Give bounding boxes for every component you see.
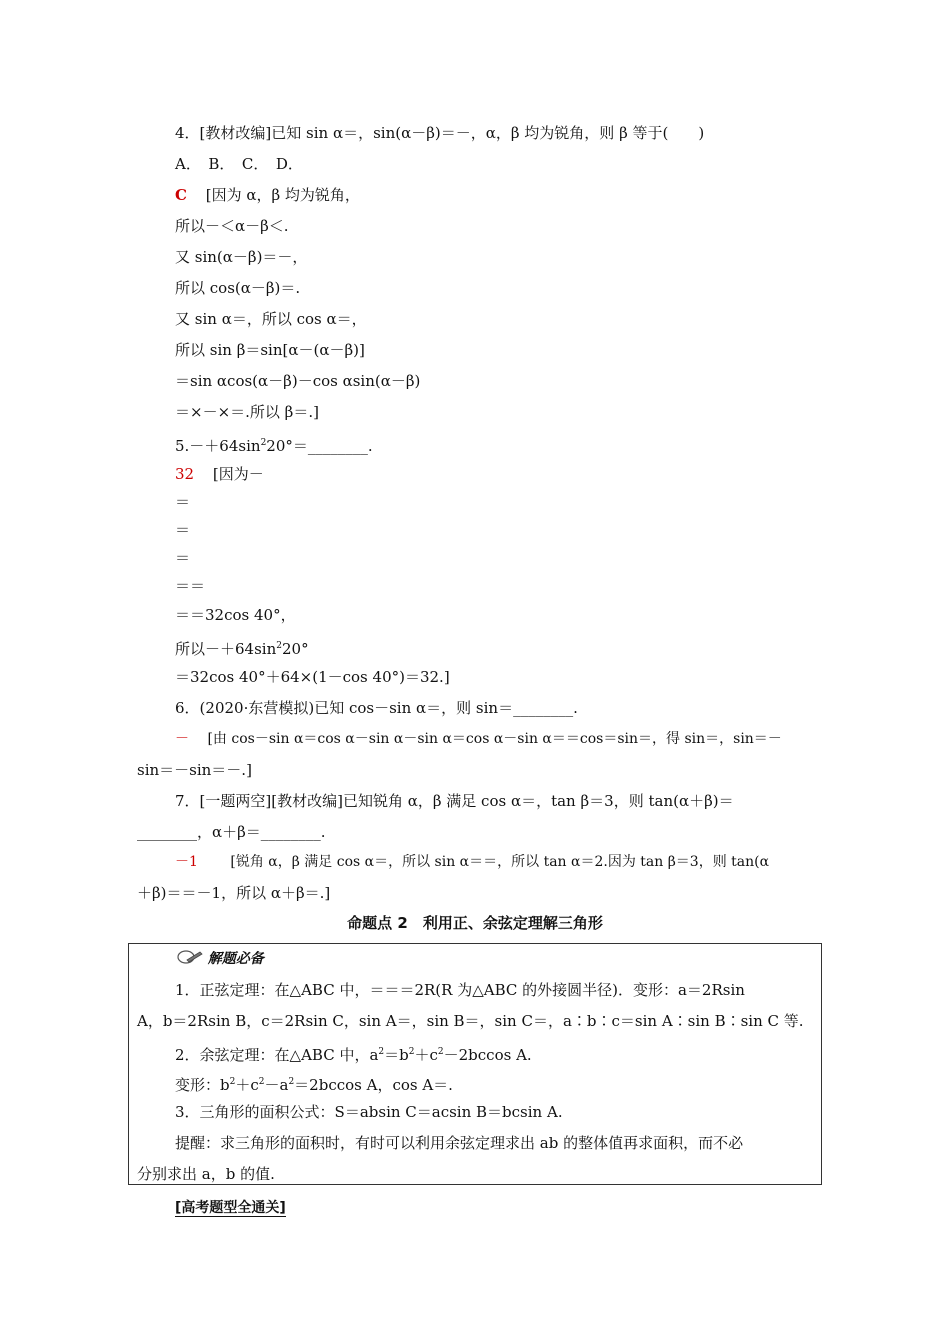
cosine-rule-variant: 变形：$b^2+c^2-a^2=2bccos$ A，cos A＝.	[175, 1076, 453, 1094]
problem-5-question: $5.-+64\sin^220^\circ=\_\_\_\_\_\_\_\_$.	[175, 437, 373, 455]
sine-rule: 1．正弦定理：在△ABC 中，＝＝＝2R(R 为△ABC 的外接圆半径)．变形：a＝2Rsin	[175, 981, 745, 999]
problem-4-question: 4．[教材改编]已知 sin α＝，sin(α－β)＝－，α，β 均为锐角，则 β 等于( )	[175, 124, 705, 142]
problem-7-answer: －1	[175, 854, 198, 870]
problem-4-solution-7: ＝sin αcos(α－β)－cos αsin(α－β)	[175, 372, 421, 390]
problem-4-solution-2: 所以－＜α－β＜.	[175, 217, 289, 235]
problem-5-eq-4: ＝＝	[175, 577, 206, 595]
problem-6-solution-1: － [由 cos－sin α＝cos α－sin α－sin α＝cos α－sin α＝＝cos＝sin＝，得 sin＝，sin＝－	[175, 731, 782, 747]
problem-6-solution-2: sin＝－sin＝－.]	[137, 761, 252, 779]
problem-4-solution-4: 所以 cos(α－β)＝.	[175, 279, 301, 297]
problem-4-answer: C	[175, 186, 187, 204]
reminder-2: 分别求出 a，b 的值.	[137, 1165, 275, 1183]
sine-rule-2: A，b＝2Rsin B，c＝2Rsin C，sin A＝，sin B＝，sin C＝，a∶b∶c＝sin A∶sin B∶sin C 等.	[137, 1012, 804, 1030]
problem-5-eq-5: ＝＝32cos 40°，	[175, 606, 296, 624]
pencil-icon	[177, 949, 203, 970]
problem-4-solution-1	[175, 185, 360, 205]
problem-5-eq-1: ＝	[175, 493, 191, 511]
problem-6-answer: －	[175, 731, 189, 747]
problem-5-solution-2: 所以$-+64\sin^220^\circ$	[175, 640, 309, 658]
problem-5-answer: 32	[175, 465, 195, 483]
problem-7-question-2: ________，α＋β＝________.	[137, 823, 326, 841]
problem-5-solution-3: ＝32cos 40°＋64×(1－cos 40°)＝32.]	[175, 668, 450, 686]
knowledge-badge: 解题必备	[177, 948, 264, 970]
problem-5-solution-1: 32 [因为－	[175, 465, 264, 483]
knowledge-box	[128, 943, 822, 1185]
problem-4-options: A． B． C． D．	[175, 155, 303, 173]
problem-5-eq-2: ＝	[175, 521, 191, 539]
problem-4-solution-text-1: [因为 α，β 均为锐角，	[205, 186, 360, 204]
problem-7-question-1: 7．[一题两空][教材改编]已知锐角 α，β 满足 cos α＝，tan β＝3，则 tan(α＋β)＝	[175, 792, 734, 810]
cosine-rule: 2．余弦定理：在△ABC 中，$a^2=b^2+c^2-2bccos$ A.	[175, 1046, 532, 1064]
reminder: 提醒：求三角形的面积时，有时可以利用余弦定理求出 ab 的整体值再求面积，而不必	[175, 1134, 744, 1152]
problem-6-question: 6．(2020·东营模拟)已知 cos－sin α＝，则 sin＝________.	[175, 699, 578, 717]
problem-4-solution-3: 又 sin(α－β)＝－，	[175, 248, 308, 266]
problem-7-solution-1: －1 [锐角 α，β 满足 cos α＝，所以 sin α＝＝，所以 tan α＝2.因为 tan β＝3，则 tan(α	[175, 854, 770, 870]
problem-4-solution-8: ＝×－×＝.所以 β＝.]	[175, 403, 319, 421]
problem-4-solution-5: 又 sin α＝，所以 cos α＝，	[175, 310, 367, 328]
footer-tag: [高考题型全通关]	[175, 1200, 286, 1216]
area-formula: 3．三角形的面积公式：S＝absin C＝acsin B＝bcsin A.	[175, 1103, 563, 1121]
problem-7-solution-2: ＋β)＝＝－1，所以 α＋β＝.]	[137, 884, 331, 902]
problem-4-solution-6: 所以 sin β＝sin[α－(α－β)]	[175, 341, 365, 359]
problem-5-eq-3: ＝	[175, 549, 191, 567]
section-title: 命题点 2 利用正、余弦定理解三角形	[347, 914, 603, 932]
